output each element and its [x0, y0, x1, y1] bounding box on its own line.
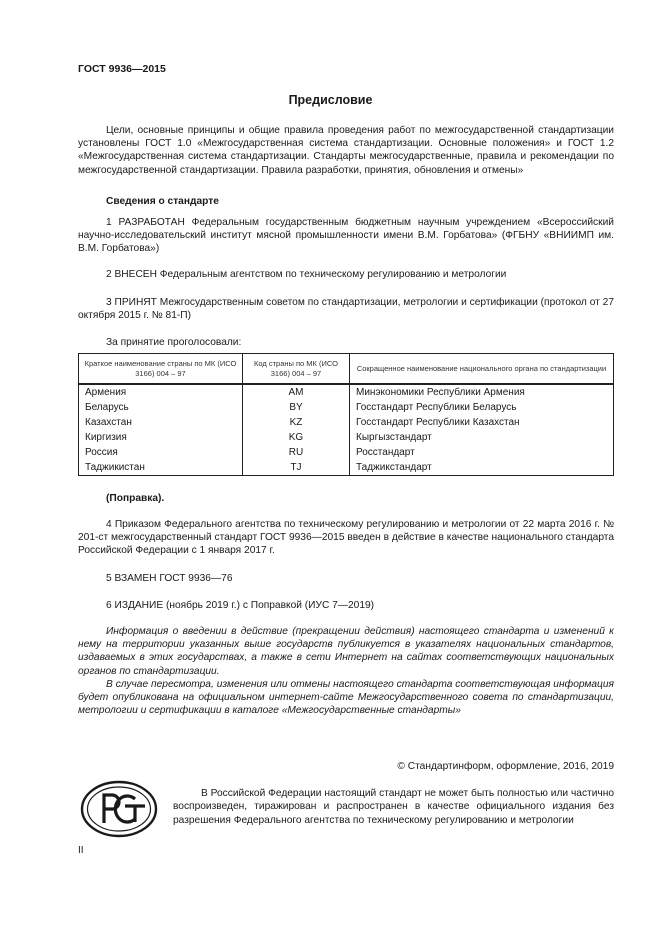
body-cell: Таджикстандарт [350, 460, 614, 476]
copyright-notice: В Российской Федерации настоящий стандарт не может быть полностью или частично воспроизведен, тиражирован и распространен в качестве официального издания без разрешения Федерального агентства по техническому регулированию и метрологии [173, 788, 614, 826]
page-number: II [78, 845, 84, 856]
column-header-country: Краткое наименование страны по МК (ИСО 3166) 004 – 97 [79, 354, 243, 385]
table-row [79, 415, 614, 430]
copyright-line: © Стандартинформ, оформление, 2016, 2019 [397, 761, 614, 772]
item-3-adopted: 3 ПРИНЯТ Межгосударственным советом по стандартизации, метрологии и сертификации (протокол от 27 октября 2015 г. № 81-П) [78, 297, 614, 322]
country-cell: Армения [79, 384, 243, 400]
table-header-row [79, 354, 614, 385]
column-header-code: Код страны по МК (ИСО 3166) 004 – 97 [243, 354, 350, 385]
item-4-order: 4 Приказом Федерального агентства по техническому регулированию и метрологии от 22 марта 2016 г. № 201-ст межгосударственный стандарт ГОСТ 9936—2015 введен в действие в качестве национального стандарта Российской Федерации с 1 января 2017 г. [78, 519, 614, 557]
body-cell: Росстандарт [350, 445, 614, 460]
table-row [79, 400, 614, 415]
country-cell: Россия [79, 445, 243, 460]
item-2-introduced: 2 ВНЕСЕН Федеральным агентством по техническому регулированию и метрологии [106, 269, 507, 280]
code-cell: KZ [243, 415, 350, 430]
rst-logo-icon [79, 779, 159, 844]
country-cell: Казахстан [79, 415, 243, 430]
document-header: ГОСТ 9936—2015 [78, 63, 166, 75]
table-row [79, 430, 614, 445]
column-header-body: Сокращенное наименование национального органа по стандартизации [350, 354, 614, 385]
voted-label: За принятие проголосовали: [106, 337, 242, 348]
body-cell: Госстандарт Республики Казахстан [350, 415, 614, 430]
item-1-developed: 1 РАЗРАБОТАН Федеральным государственным бюджетным научным учреждением «Всероссийский научно-исследовательский институт мясной промышленности имени В.М. Горбатова» (ФГБНУ «ВНИИМП им. В.М. Горбатова») [78, 217, 614, 255]
body-cell: Кыргызстандарт [350, 430, 614, 445]
code-cell: TJ [243, 460, 350, 476]
section-heading: Сведения о стандарте [106, 196, 219, 207]
intro-paragraph: Цели, основные принципы и общие правила проведения работ по межгосударственной стандартизации установлены ГОСТ 1.0 «Межгосударственная система стандартизации. Основные положения» и ГОСТ 1.2 «Межгосударственная система стандартизации. Стандарты межгосударственные, правила и рекомендации по межгосударственной стандартизации. Правила разработки, принятия, обновления и отмены» [78, 125, 614, 176]
body-cell: Госстандарт Республики Беларусь [350, 400, 614, 415]
country-cell: Киргизия [79, 430, 243, 445]
amendment-note: (Поправка). [106, 493, 165, 504]
item-5-replaces: 5 ВЗАМЕН ГОСТ 9936—76 [106, 573, 233, 584]
info-paragraph-2: В случае пересмотра, изменения или отмены настоящего стандарта соответствующая информация будет опубликована на официальном интернет-сайте Межгосударственного совета по стандартизации, метрологии и сертификации в каталоге «Межгосударственные стандарты» [78, 679, 614, 717]
table-row [79, 384, 614, 400]
code-cell: BY [243, 400, 350, 415]
code-cell: RU [243, 445, 350, 460]
table-row [79, 445, 614, 460]
info-paragraph-1: Информация о введении в действие (прекращении действия) настоящего стандарта и изменений к нему на территории указанных выше государств публикуется в указателях национальных стандартов, издаваемых в этих государствах, а также в сети Интернет на сайтах соответствующих национальных органов по стандартизации. [78, 626, 614, 677]
country-cell: Таджикистан [79, 460, 243, 476]
voting-table [78, 353, 614, 476]
code-cell: AM [243, 384, 350, 400]
country-cell: Беларусь [79, 400, 243, 415]
body-cell: Минэкономики Республики Армения [350, 384, 614, 400]
code-cell: KG [243, 430, 350, 445]
table-row [79, 460, 614, 476]
item-6-edition: 6 ИЗДАНИЕ (ноябрь 2019 г.) с Поправкой (ИУС 7—2019) [106, 600, 375, 611]
page-title: Предисловие [288, 93, 373, 107]
